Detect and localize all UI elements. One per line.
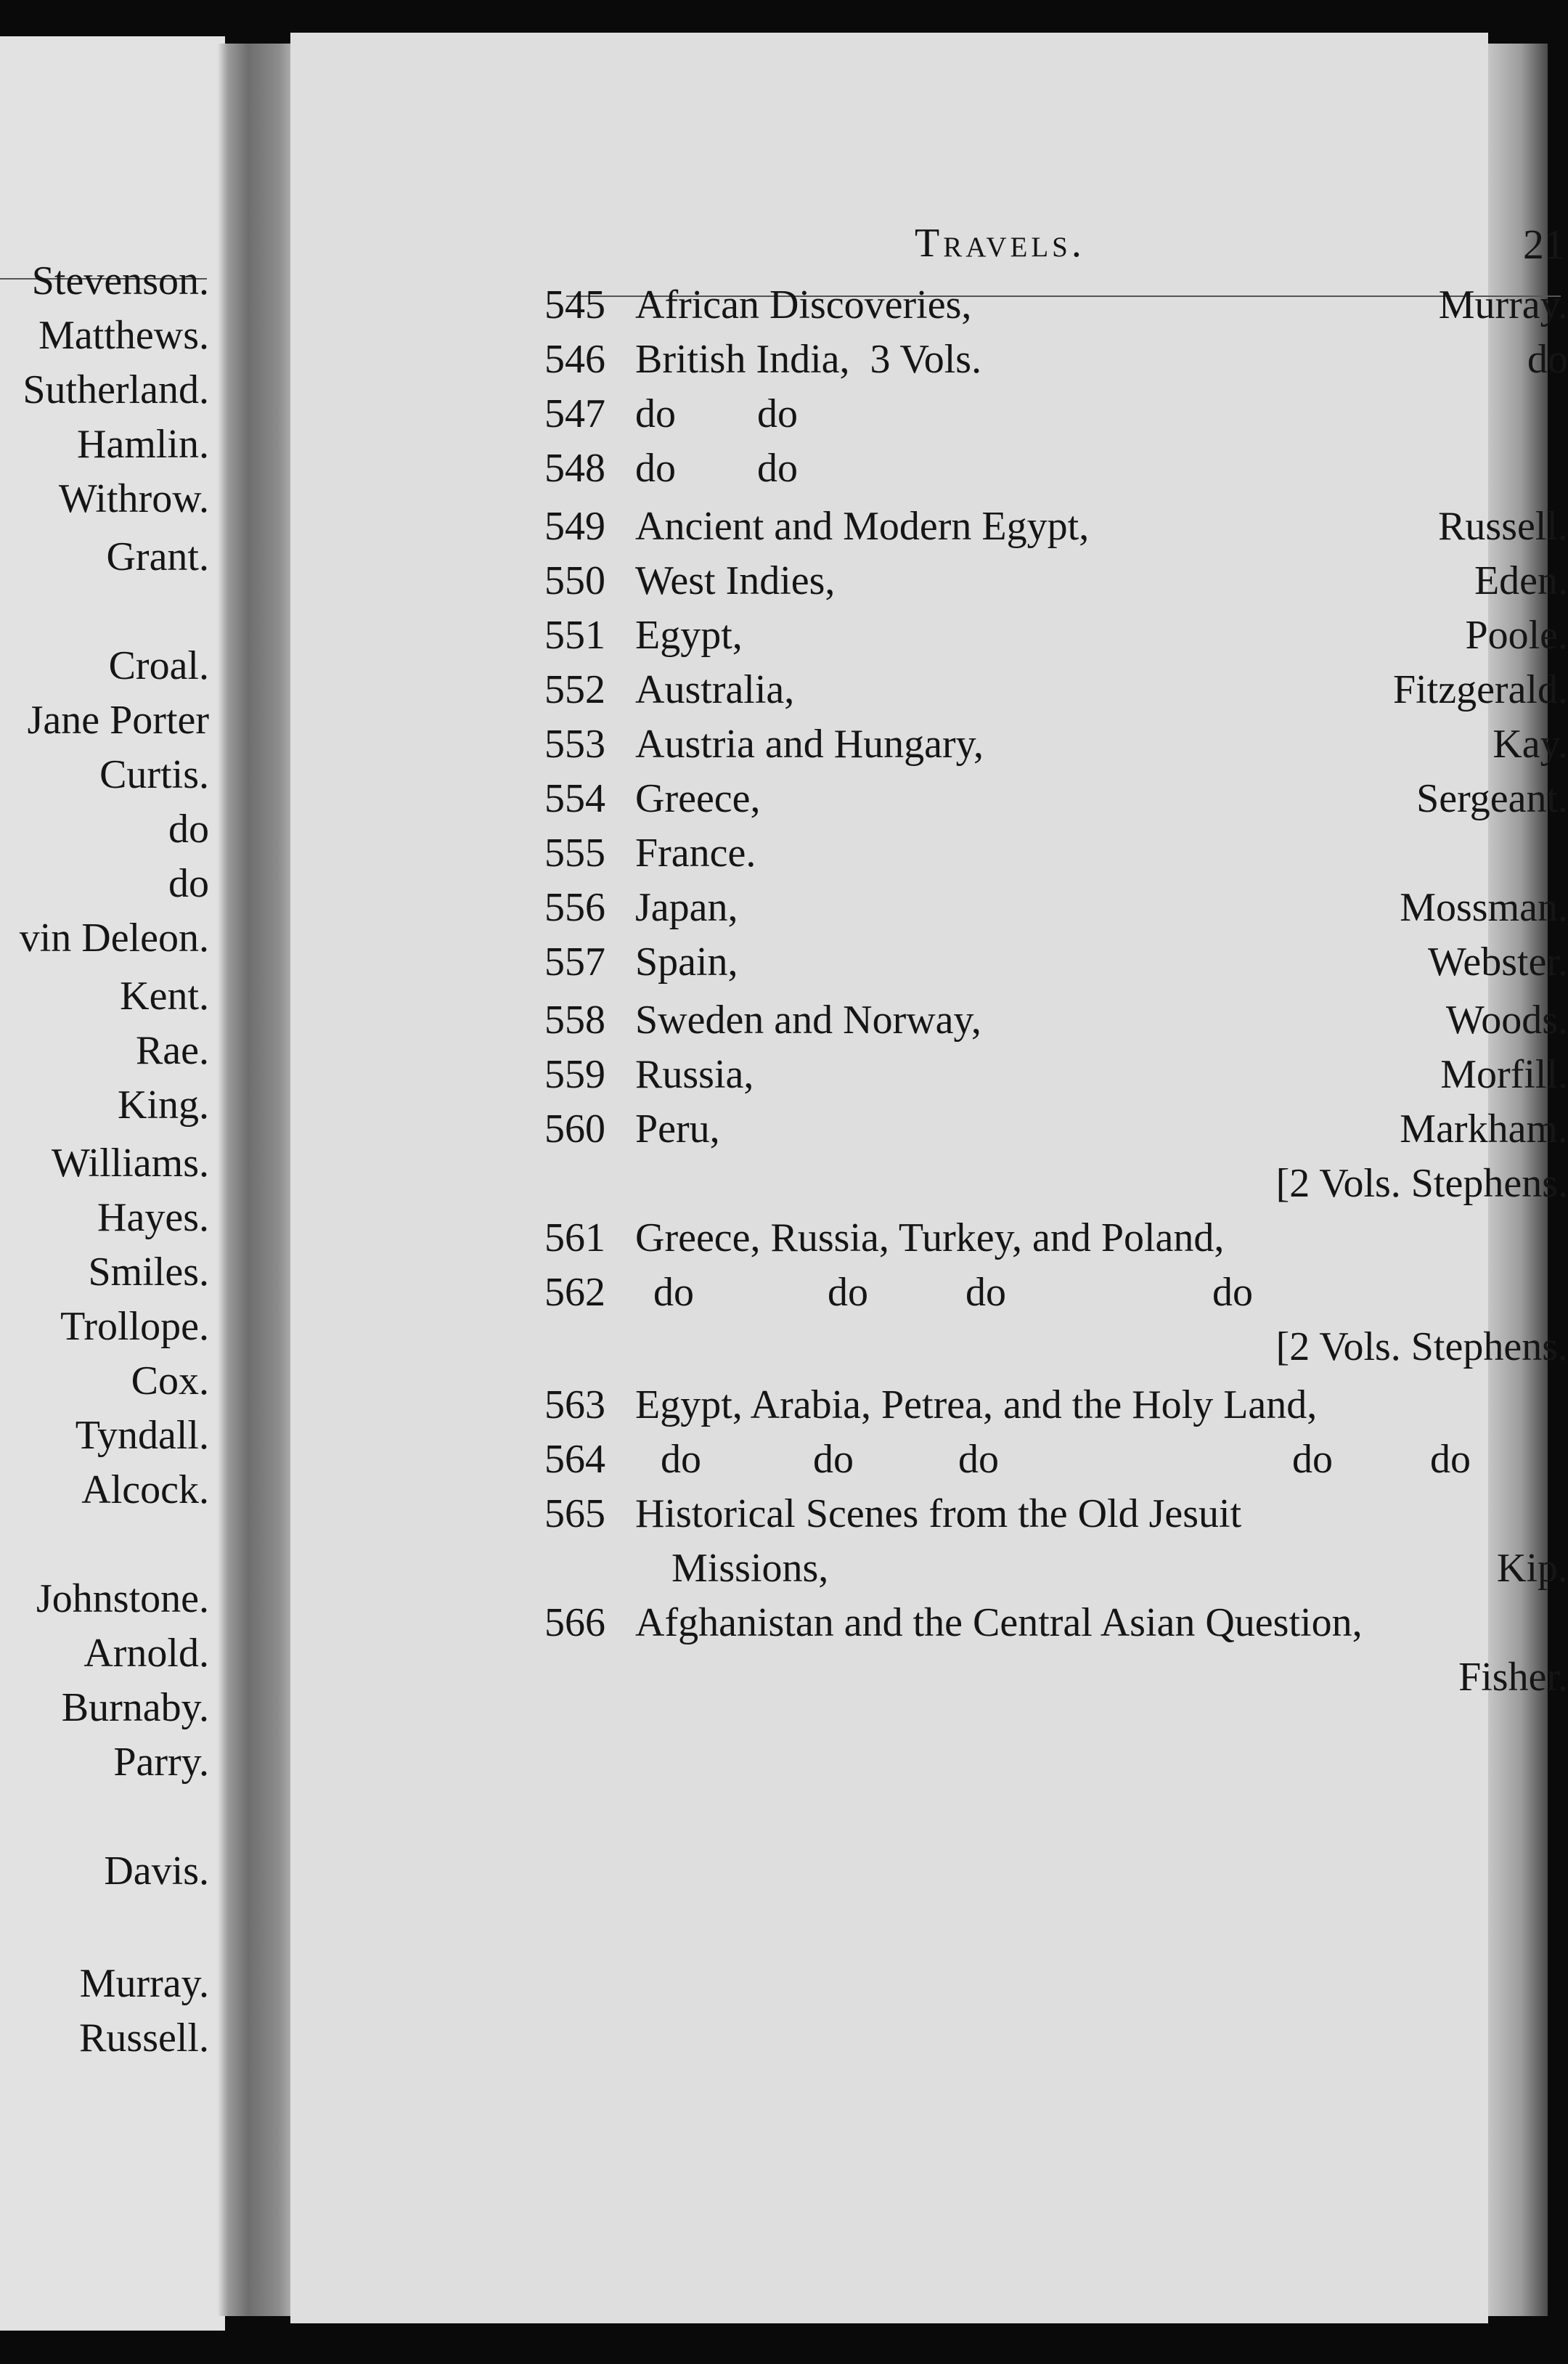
entry-author: Poole.	[1465, 613, 1568, 658]
entry-number: 562	[544, 1270, 605, 1315]
entry-ditto-cell: do	[1292, 1437, 1333, 1482]
entry-author: [2 Vols. Stephens.	[1275, 1161, 1568, 1206]
left-page-author: Johnstone.	[36, 1576, 209, 1621]
left-page-author: Tyndall.	[75, 1413, 209, 1458]
entry-author: Kay.	[1493, 722, 1568, 767]
left-page-author: Croal.	[108, 643, 209, 688]
catalogue-entry	[544, 1379, 1568, 1430]
entry-title: Spain,	[635, 940, 738, 985]
entry-number: 557	[544, 940, 605, 985]
left-page-author: Burnaby.	[61, 1685, 209, 1730]
entry-title: Japan,	[635, 885, 738, 930]
catalogue-entry	[544, 1321, 1568, 1372]
left-page-author: vin Deleon.	[19, 916, 209, 961]
running-header: Travels.	[915, 221, 1085, 266]
entry-number: 558	[544, 998, 605, 1043]
entry-title: do do	[635, 391, 798, 436]
catalogue-entry	[544, 828, 1568, 879]
entry-ditto-cell: do	[958, 1437, 999, 1482]
catalogue-entry	[544, 1434, 1568, 1485]
catalogue-entry	[544, 719, 1568, 770]
entry-author: Markham.	[1400, 1106, 1568, 1152]
left-page-author: do	[168, 807, 209, 852]
catalogue-entry	[544, 1158, 1568, 1209]
catalogue-entry	[544, 334, 1568, 385]
left-page	[0, 36, 225, 2331]
entry-title: Austria and Hungary,	[635, 722, 984, 767]
entry-author: do	[1527, 337, 1568, 382]
left-page-author: Curtis.	[99, 752, 209, 797]
catalogue-entry	[544, 1267, 1568, 1318]
entry-number: 551	[544, 613, 605, 658]
catalogue-entry	[544, 1543, 1568, 1594]
catalogue-entry	[544, 1104, 1568, 1154]
entry-author: Fitzgerald.	[1392, 667, 1568, 712]
entry-number: 564	[544, 1437, 605, 1482]
entry-title: do do	[635, 446, 798, 491]
catalogue-entry	[544, 1488, 1568, 1539]
left-page-author: King.	[118, 1083, 209, 1128]
catalogue-entry	[544, 664, 1568, 715]
left-page-author: Murray.	[79, 1961, 209, 2006]
entry-title: West Indies,	[635, 558, 836, 603]
catalogue-entry	[544, 995, 1568, 1046]
catalogue-entry	[544, 773, 1568, 824]
entry-author: Morfill.	[1440, 1052, 1568, 1097]
entry-author: Fisher.	[1458, 1655, 1568, 1700]
entry-title: Peru,	[635, 1106, 720, 1152]
entry-author: Sergeant.	[1416, 776, 1568, 821]
entry-number: 549	[544, 504, 605, 549]
entry-number: 555	[544, 831, 605, 876]
left-page-author: Russell.	[79, 2015, 209, 2061]
catalogue-entry	[544, 1212, 1568, 1263]
left-page-author: Matthews.	[38, 313, 209, 358]
entry-ditto-cell: do	[828, 1270, 868, 1315]
catalogue-entry	[544, 555, 1568, 606]
entry-title: Greece,	[635, 776, 761, 821]
left-page-author: Trollope.	[60, 1304, 209, 1349]
entry-author: Murray.	[1438, 282, 1568, 327]
entry-ditto-cell: do	[661, 1437, 701, 1482]
entry-number: 550	[544, 558, 605, 603]
entry-ditto-cell: Missions,	[671, 1546, 829, 1591]
entry-title: France.	[635, 831, 756, 876]
catalogue-entry	[544, 388, 1568, 439]
entry-number: 561	[544, 1215, 605, 1260]
entry-number: 553	[544, 722, 605, 767]
entry-number: 545	[544, 282, 605, 327]
entry-number: 565	[544, 1491, 605, 1536]
left-page-author: do	[168, 861, 209, 906]
left-page-author: Alcock.	[81, 1467, 209, 1512]
catalogue-entry	[544, 882, 1568, 933]
entry-number: 552	[544, 667, 605, 712]
left-page-author: Hamlin.	[77, 422, 209, 467]
left-page-author: Stevenson.	[31, 258, 209, 303]
entry-author: Kip.	[1497, 1546, 1568, 1591]
left-page-author: Smiles.	[88, 1250, 209, 1295]
entry-title: Greece, Russia, Turkey, and Poland,	[635, 1215, 1225, 1260]
left-page-author: Cox.	[131, 1358, 209, 1403]
entry-ditto-cell: do	[1430, 1437, 1471, 1482]
entry-title: Sweden and Norway,	[635, 998, 981, 1043]
entry-title: Russia,	[635, 1052, 754, 1097]
entry-number: 563	[544, 1382, 605, 1427]
entry-author: Eden.	[1474, 558, 1568, 603]
catalogue-entry	[544, 443, 1568, 494]
entry-title: African Discoveries,	[635, 282, 972, 327]
page-number: 21	[1523, 221, 1565, 268]
entry-author: Russell.	[1438, 504, 1568, 549]
entry-author: Woods.	[1445, 998, 1568, 1043]
entry-author: Mossman.	[1400, 885, 1568, 930]
catalogue-entry	[544, 610, 1568, 661]
catalogue-entry	[544, 501, 1568, 552]
entry-title: Egypt,	[635, 613, 743, 658]
entry-number: 556	[544, 885, 605, 930]
left-page-author: Parry.	[113, 1740, 209, 1785]
entry-author: Webster.	[1428, 940, 1568, 985]
left-page-author: Arnold.	[83, 1631, 209, 1676]
entry-ditto-cell: do	[965, 1270, 1006, 1315]
right-page	[290, 33, 1568, 2323]
entry-number: 566	[544, 1600, 605, 1645]
left-page-author: Grant.	[106, 534, 209, 579]
catalogue-entry	[544, 937, 1568, 987]
entry-number: 547	[544, 391, 605, 436]
entry-number: 554	[544, 776, 605, 821]
left-page-author: Withrow.	[58, 476, 209, 521]
entry-number: 560	[544, 1106, 605, 1152]
catalogue-entry	[544, 280, 1568, 330]
entry-number: 548	[544, 446, 605, 491]
left-page-author: Hayes.	[97, 1195, 209, 1240]
entry-title: Afghanistan and the Central Asian Question,	[635, 1600, 1363, 1645]
entry-number: 546	[544, 337, 605, 382]
left-page-author: Davis.	[104, 1849, 209, 1894]
entry-title: Historical Scenes from the Old Jesuit	[635, 1491, 1242, 1536]
entry-title: Ancient and Modern Egypt,	[635, 504, 1090, 549]
left-page-author: Rae.	[135, 1028, 209, 1073]
entry-ditto-cell: do	[1212, 1270, 1253, 1315]
left-page-author: Williams.	[51, 1141, 209, 1186]
entry-title: British India, 3 Vols.	[635, 337, 982, 382]
left-page-author: Jane Porter	[27, 698, 209, 743]
entry-ditto-cell: do	[813, 1437, 854, 1482]
entry-ditto-cell: do	[653, 1270, 694, 1315]
catalogue-entry	[544, 1597, 1568, 1648]
left-page-author: Kent.	[120, 974, 209, 1019]
entry-title: Egypt, Arabia, Petrea, and the Holy Land,	[635, 1382, 1318, 1427]
entry-number: 559	[544, 1052, 605, 1097]
left-page-author: Sutherland.	[23, 367, 209, 412]
catalogue-entry	[544, 1652, 1568, 1703]
catalogue-entry	[544, 1049, 1568, 1100]
entry-author: [2 Vols. Stephens.	[1275, 1324, 1568, 1369]
entry-title: Australia,	[635, 667, 795, 712]
